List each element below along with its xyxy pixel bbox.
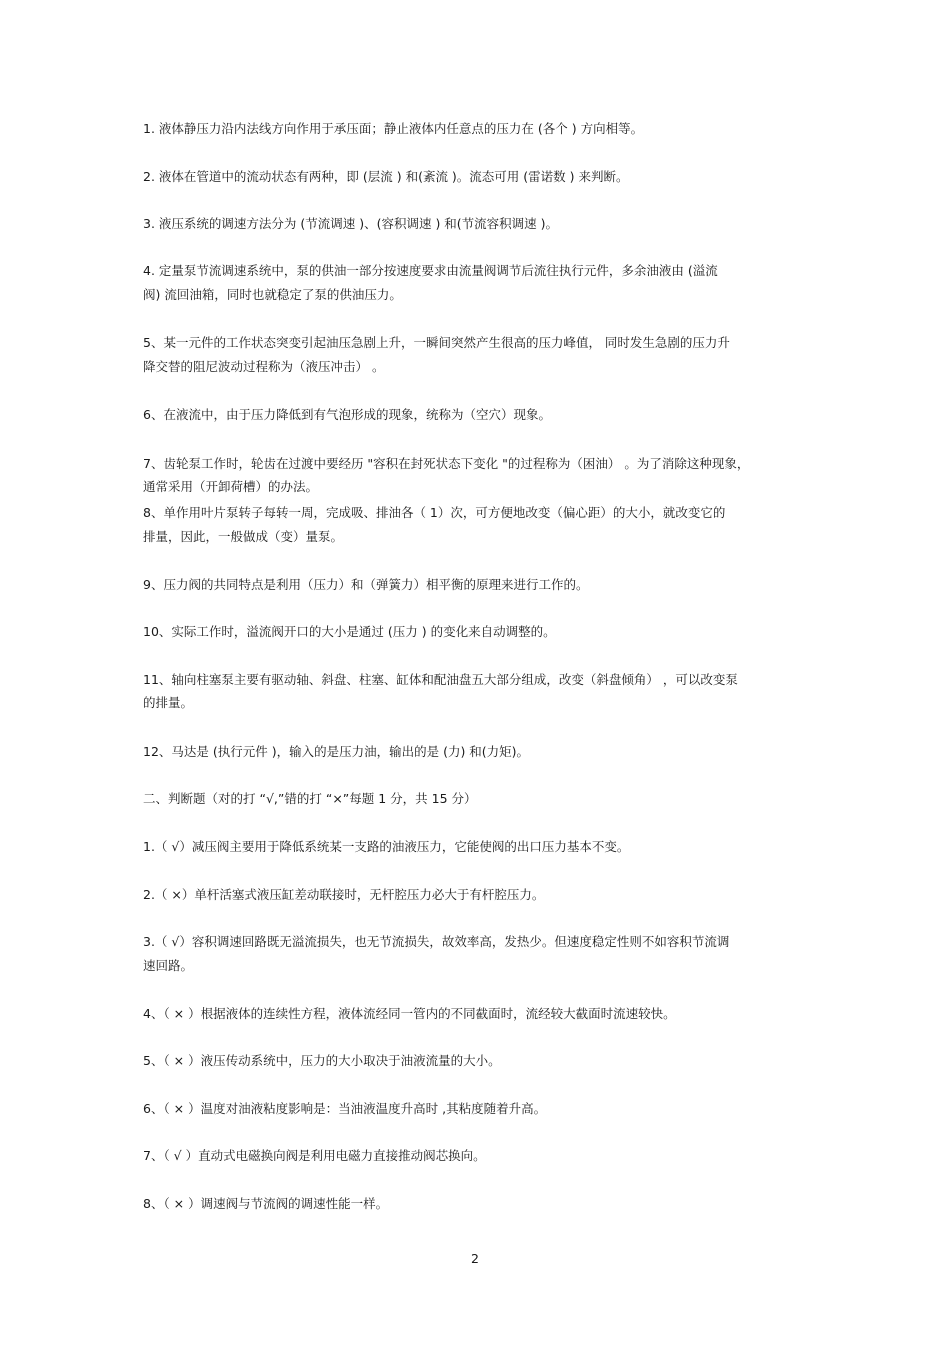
fill-question-4-line-1: 4. 定量泵节流调速系统中，泵的供油一部分按速度要求由流量阀调节后流往执行元件，多余油液由 (溢流: [143, 263, 718, 278]
fill-question-11-line-1: 11、轴向柱塞泵主要有驱动轴、斜盘、柱塞、缸体和配油盘五大部分组成，改变（斜盘倾角） ，可以改变泵: [143, 672, 738, 687]
judge-question-1: 1.（ √）减压阀主要用于降低系统某一支路的油液压力，它能使阀的出口压力基本不变。: [143, 839, 630, 854]
fill-question-4-line-2: 阀) 流回油箱，同时也就稳定了泵的供油压力。: [143, 287, 402, 302]
fill-question-7-line-2: 通常采用（开卸荷槽）的办法。: [143, 479, 319, 494]
fill-question-5-line-1: 5、某一元件的工作状态突变引起油压急剧上升，一瞬间突然产生很高的压力峰值， 同时发生急剧的压力升: [143, 335, 730, 350]
fill-question-5-line-2: 降交替的阻尼波动过程称为（液压冲击） 。: [143, 359, 385, 374]
judge-question-6: 6、（ × ）温度对油液粘度影响是：当油液温度升高时 ,其粘度随着升高。: [143, 1101, 547, 1116]
judge-question-3-line-2: 速回路。: [143, 958, 194, 973]
fill-question-12: 12、马达是 (执行元件 )，输入的是压力油，输出的是 (力) 和(力矩)。: [143, 744, 530, 759]
judge-question-7: 7、（ √ ）直动式电磁换向阀是利用电磁力直接推动阀芯换向。: [143, 1148, 486, 1163]
fill-question-1: 1. 液体静压力沿内法线方向作用于承压面；静止液体内任意点的压力在 (各个 ) 方向相等。: [143, 121, 644, 136]
section-heading-judgment: 二、判断题（对的打 “√,”错的打 “×”每题 1 分，共 15 分）: [143, 791, 477, 806]
fill-question-6: 6、在液流中，由于压力降低到有气泡形成的现象，统称为（空穴）现象。: [143, 407, 551, 422]
judge-question-8: 8、（ × ）调速阀与节流阀的调速性能一样。: [143, 1196, 389, 1211]
fill-question-3: 3. 液压系统的调速方法分为 (节流调速 )、(容积调速 ) 和(节流容积调速 )。: [143, 216, 559, 231]
page-number: 2: [471, 1251, 479, 1266]
judge-question-4: 4、（ × ）根据液体的连续性方程，液体流经同一管内的不同截面时，流经较大截面时流速较快。: [143, 1006, 676, 1021]
fill-question-8-line-2: 排量，因此，一般做成（变）量泵。: [143, 529, 344, 544]
fill-question-11-line-2: 的排量。: [143, 695, 194, 710]
fill-question-2: 2. 液体在管道中的流动状态有两种，即 (层流 ) 和(紊流 )。流态可用 (雷诺数 ) 来判断。: [143, 169, 629, 184]
judge-question-3-line-1: 3.（ √）容积调速回路既无溢流损失，也无节流损失，故效率高，发热少。但速度稳定性则不如容积节流调: [143, 934, 730, 949]
fill-question-8-line-1: 8、单作用叶片泵转子每转一周，完成吸、排油各（ 1）次，可方便地改变（偏心距）的大小，就改变它的: [143, 505, 726, 520]
fill-question-10: 10、实际工作时，溢流阀开口的大小是通过 (压力 ) 的变化来自动调整的。: [143, 624, 556, 639]
fill-question-7-line-1: 7、齿轮泵工作时，轮齿在过渡中要经历 "容积在封死状态下变化 "的过程称为（困油） 。为了消除这种现象，: [143, 456, 750, 471]
fill-question-9: 9、压力阀的共同特点是利用（压力）和（弹簧力）相平衡的原理来进行工作的。: [143, 577, 589, 592]
judge-question-5: 5、（ × ）液压传动系统中，压力的大小取决于油液流量的大小。: [143, 1053, 501, 1068]
judge-question-2: 2.（ ×）单杆活塞式液压缸差动联接时，无杆腔压力必大于有杆腔压力。: [143, 887, 545, 902]
